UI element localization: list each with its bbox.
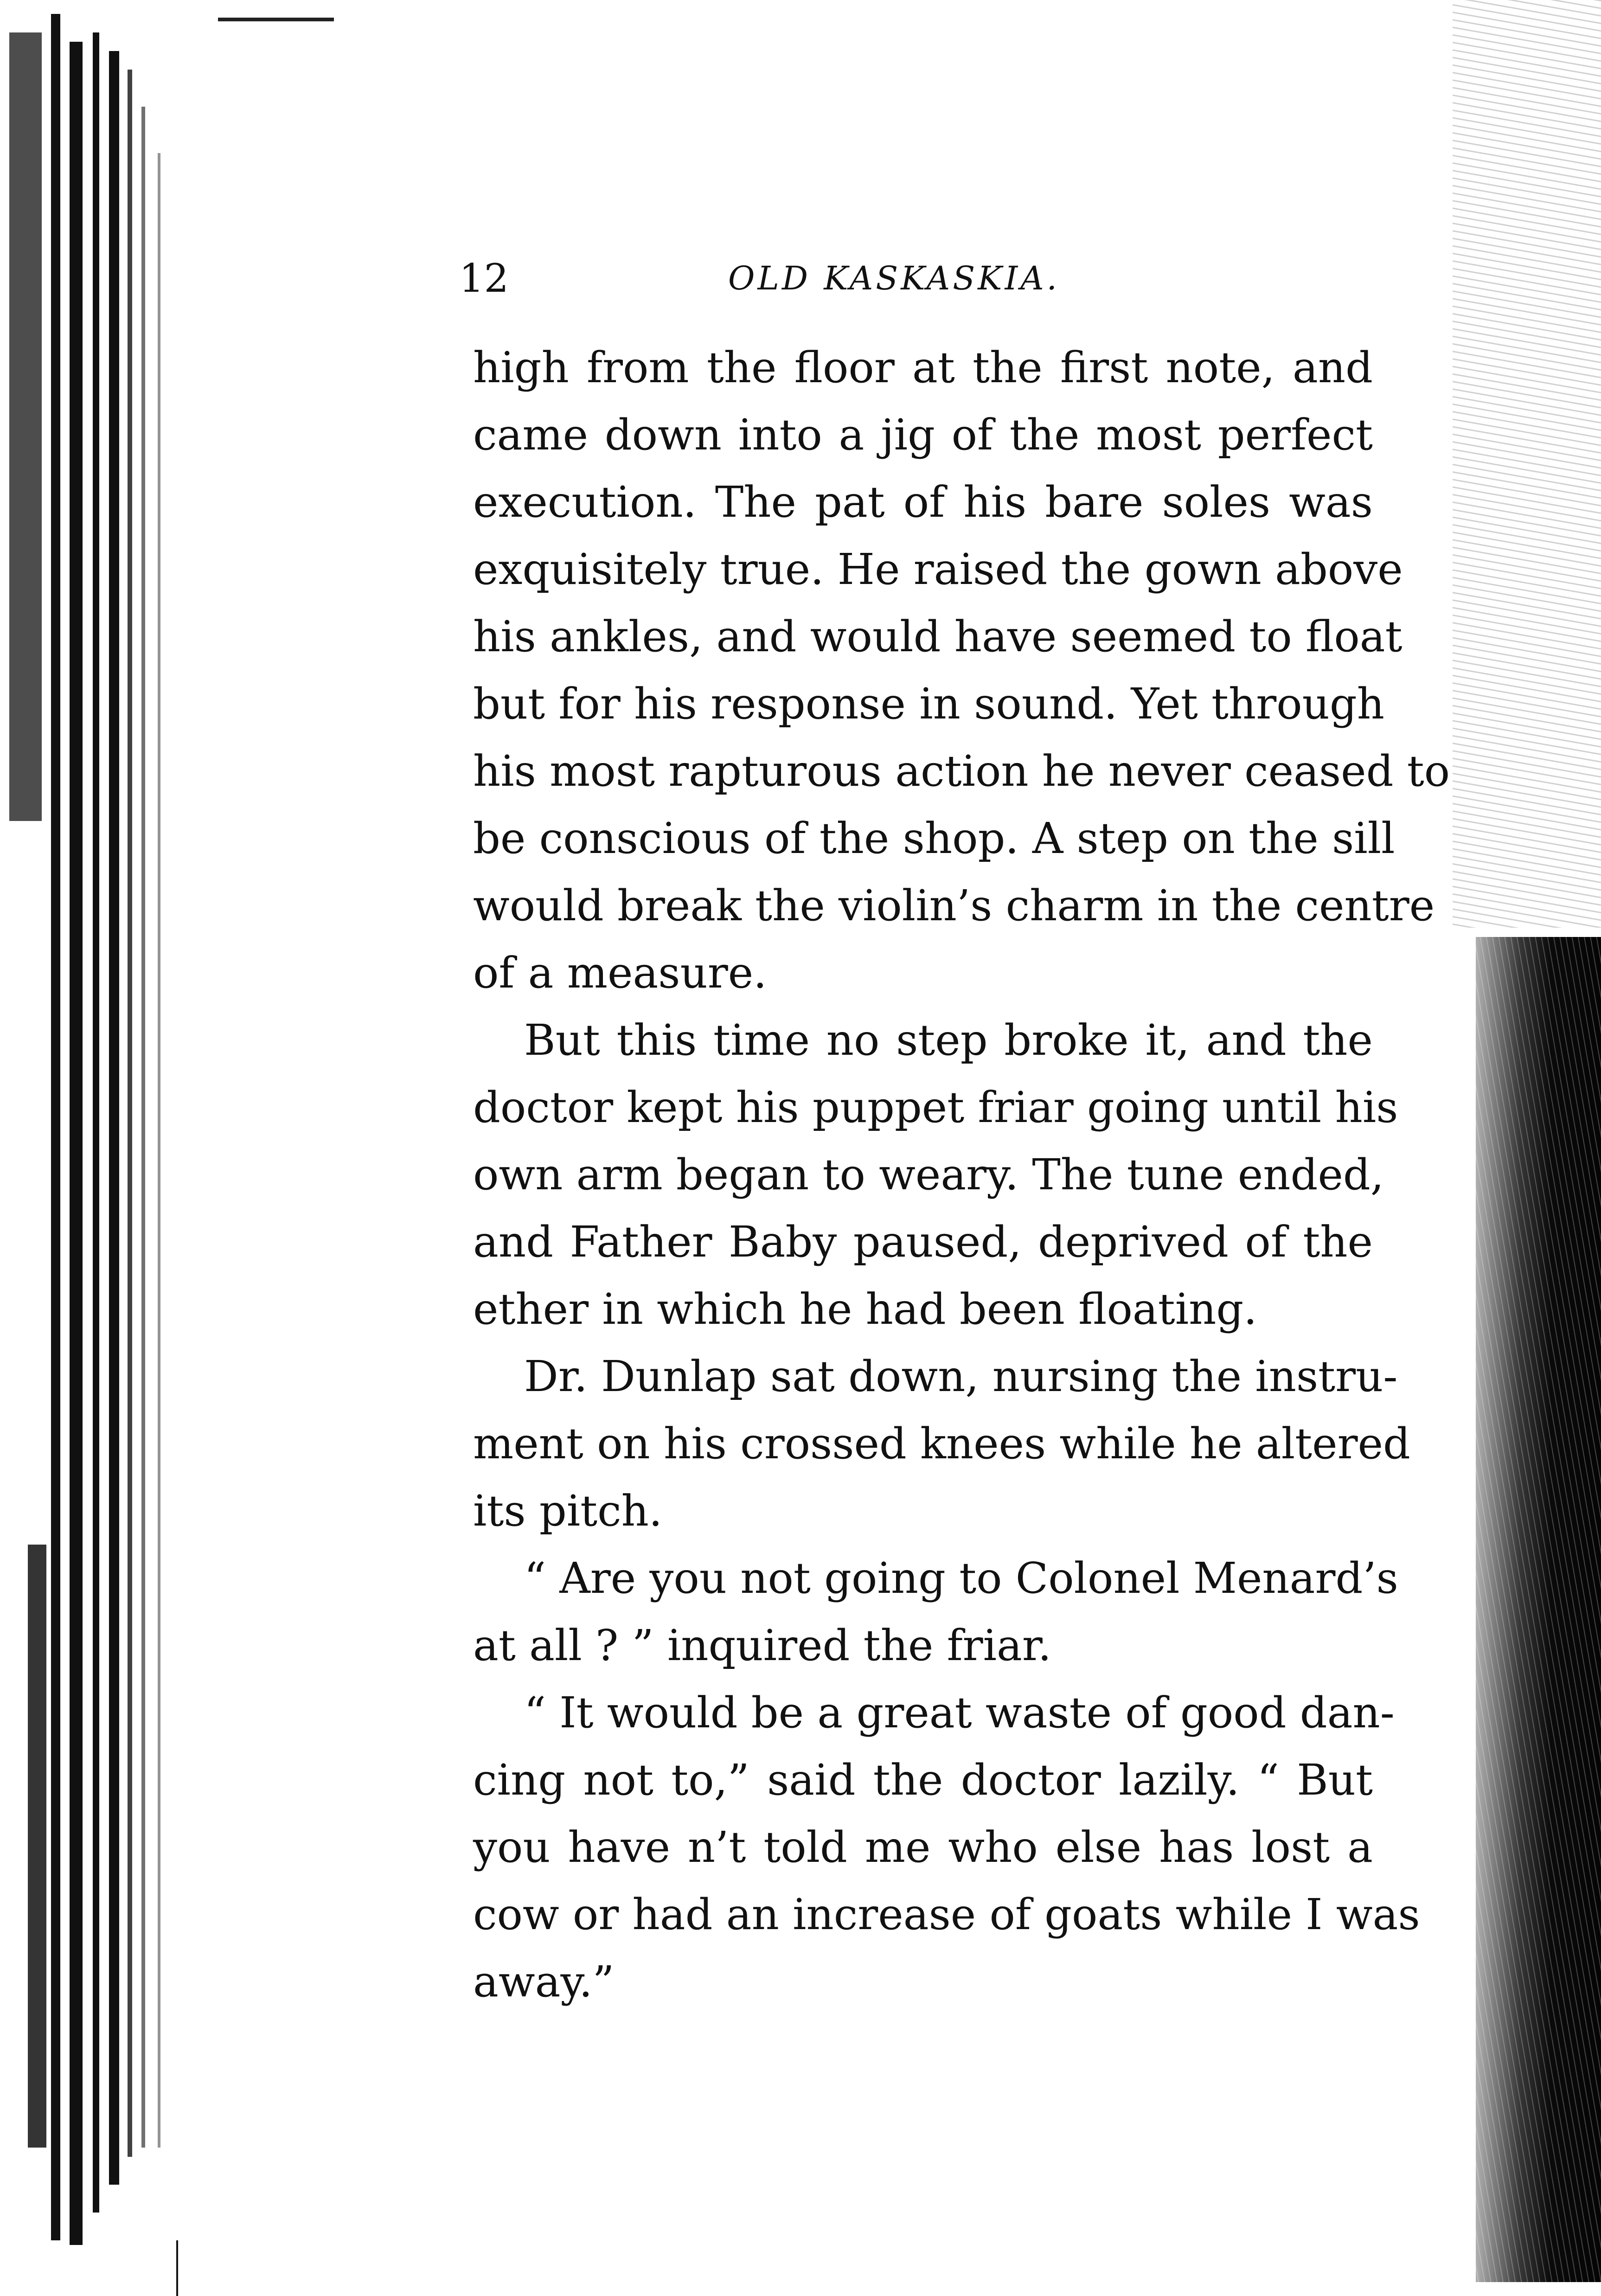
text-line: ment on his crossed knees while he altered [473, 1419, 1410, 1469]
text-line: exquisitely true. He raised the gown above [473, 545, 1403, 594]
text-line: his most rapturous action he never ceased to [473, 746, 1450, 796]
binding-edge [0, 14, 195, 2287]
running-title: OLD KASKASKIA. [728, 259, 1060, 297]
scan-edge-shadow [1453, 0, 1601, 2290]
body-text [473, 334, 1450, 2015]
text-line: his ankles, and would have seemed to float [473, 612, 1402, 661]
text-line: but for his response in sound. Yet through [473, 679, 1385, 729]
page-number: 12 [459, 256, 509, 301]
text-line: “ Are you not going to Colonel Menard’s [524, 1553, 1398, 1603]
text-line: cing not to,” said the doctor lazily. “ But [473, 1755, 1373, 1805]
text-line: away.” [473, 1957, 615, 2007]
text-line: “ It would be a great waste of good dan- [524, 1688, 1395, 1738]
text-line: execution. The pat of his bare soles was [473, 477, 1373, 527]
text-line: be conscious of the shop. A step on the sill [473, 814, 1395, 863]
text-line: Dr. Dunlap sat down, nursing the instru- [524, 1352, 1398, 1401]
running-head [459, 253, 1373, 304]
text-line: doctor kept his puppet friar going until his [473, 1083, 1398, 1132]
text-line: would break the violin’s charm in the centre [473, 881, 1435, 930]
text-line: ether in which he had been floating. [473, 1284, 1257, 1334]
text-line: of a measure. [473, 948, 767, 998]
text-line: cow or had an increase of goats while I was [473, 1890, 1420, 1939]
text-line: own arm began to weary. The tune ended, [473, 1150, 1384, 1199]
text-line: its pitch. [473, 1486, 663, 1536]
text-line: high from the floor at the first note, and [473, 343, 1373, 392]
text-line: But this time no step broke it, and the [524, 1015, 1373, 1065]
text-line: and Father Baby paused, deprived of the [473, 1217, 1373, 1267]
text-line: came down into a jig of the most perfect [473, 410, 1373, 460]
text-line: you have n’t told me who else has lost a [473, 1822, 1373, 1872]
scan-mark [218, 18, 334, 21]
text-line: at all ? ” inquired the friar. [473, 1621, 1051, 1670]
